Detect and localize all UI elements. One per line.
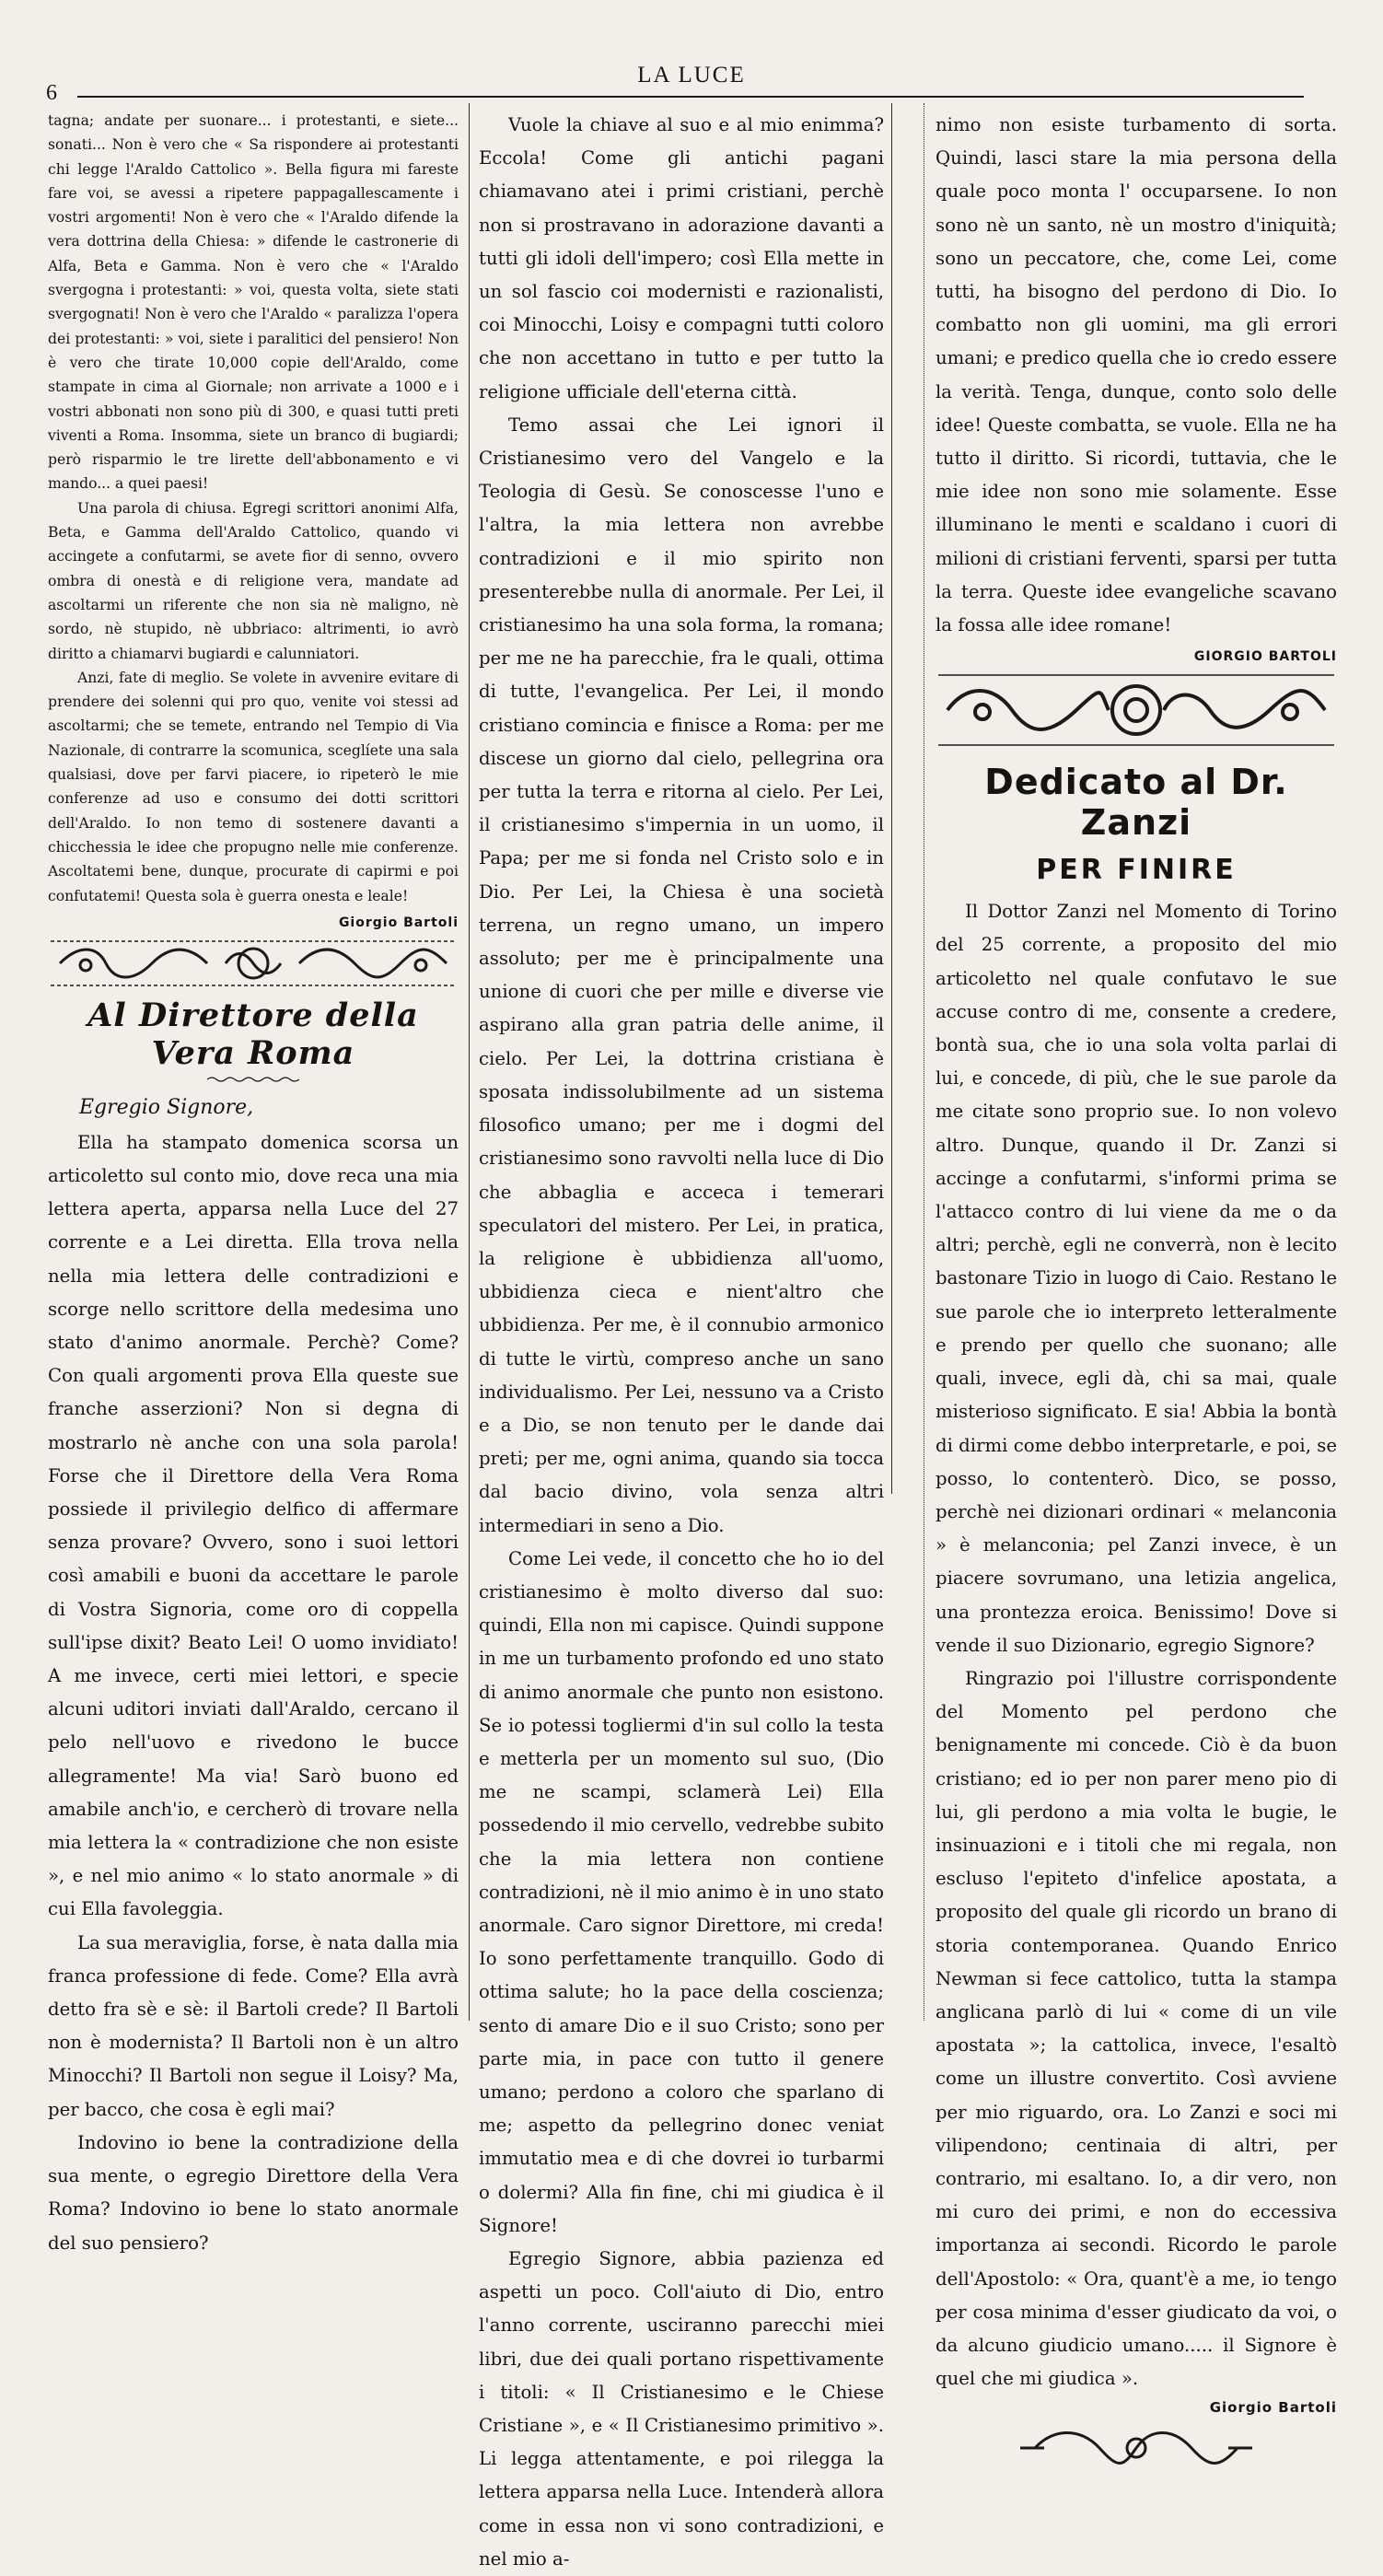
column-divider [469,103,470,2021]
paragraph: Ella ha stampato domenica scorsa un articoletto sul conto mio, dove reca una mia lettera aperta, apparsa nella Luce del 27 corrente e a Lei diretta. Ella trova nella nella mia lettera delle contradizioni e scorge nello scrittore della medesima uno stato d'animo anormale. Perchè? Come? Con quali argomenti prova Ella queste sue franche asserzioni? Non si degna di mostrarlo nè anche con una sola parola! Forse che il Direttore della Vera Roma possiede il privilegio delfico di affermare senza provare? Ovvero, sono i suoi lettori così amabili e buoni da accettare le parole di Vostra Signoria, come oro di coppella sull'ipse dixit? Beato Lei! O uomo invidiato! A me invece, certi miei lettori, e specie alcuni uditori inviati dall'Araldo, cercano il pelo nell'uovo e rivedono le bucce allegramente! Ma via! Sarò buono ed amabile anch'io, e cercherò di trovare nella mia lettera la « contradizione che non esiste », e nel mio animo « lo stato anormale » di cui Ella favoleggia. [48,1131,459,1920]
paragraph: Come Lei vede, il concetto che ho io del cristianesimo è molto diverso dal suo: quindi, Ella non mi capisce. Quindi suppone in me un turbamento profondo ed uno stato di animo anormale che punto non esistono. Se io potessi togliermi d'in sul collo la testa e metterla per un momento sul suo, (Dio me ne scampi, sclamerà Lei) Ella possedendo il mio cervello, vedrebbe subito che la mia lettera non contiene contradizioni, nè il mio animo è in uno stato anormale. Caro signor Direttore, mi creda! Io sono perfettamente tranquillo. Godo di ottima salute; ho la pace della coscienza; sento di amare Dio e il suo Cristo; sono per parte mia, in pace con tutto il genere umano; perdono a coloro che sparlano di me; aspetto da pellegrino donec veniat immutatio mea e di che dovrei io turbarmi o dolermi? Alla fin fine, chi mi giudica è il Signore! [479,1547,884,2236]
paragraph: Una parola di chiusa. Egregi scrittori anonimi Alfa, Beta, e Gamma dell'Araldo Cattolico, quando vi accingete a confutarmi, se avete fior di senno, ovvero ombra di onestà e di religione vera, mandate ad ascoltarmi un riferente che non sia nè maligno, nè sordo, nè stupido, nè ubbriaco: altrimenti, io avrò diritto a chiamarvi bugiardi e calunniatori. [48,499,459,662]
ornament-tailpiece-icon [1017,2423,1256,2473]
paragraph: Temo assai che Lei ignori il Cristianesimo vero del Vangelo e la Teologia di Gesù. Se conoscesse l'uno e l'altra, la mia lettera non avrebbe contradizioni e il mio spirito non presenterebbe nulla di anormale. Per Lei, il cristianesimo ha una sola forma, la romana; per me ne ha parecchie, fra le quali, ottima di tutte, l'evangelica. Per Lei, il mondo cristiano comincia e finisce a Roma: per me discese un giorno dal cielo, pellegrina ora per tutta la terra e ritorna al cielo. Per Lei, il cristianesimo s'impernia in un uomo, il Papa; per me si fonda nel Cristo solo e in Dio. Per Lei, la Chiesa è una società terrena, un regno umano, un impero assoluto; per me è principalmente una unione di cuori che per mille e diverse vie aspirano alla gran patria delle anime, il cielo. Per Lei, la dottrina cristiana è sposata indissolubilmente ad un sistema filosofico umano; per me i dogmi del cristianesimo sono ravvolti nella luce di Dio che abbaglia e acceca i temerari speculatori del mistero. Per Lei, in pratica, la religione è ubbidienza all'uomo, ubbidienza cieca e nient'altro che ubbidienza. Per me, è il connubio armonico di tutte le virtù, compreso anche un sano individualismo. Per Lei, nessuno va a Cristo e a Dio, se non tenuto per le dande dai preti; per me, ogni anima, quando sia tocca dal bacio divino, vola senza altri intermediari in seno a Dio. [479,414,884,1536]
column-1 [48,109,459,2260]
page-number: 6 [46,81,57,105]
column-divider [891,103,892,1494]
masthead-title: LA LUCE [637,63,746,87]
paragraph: Anzi, fate di meglio. Se volete in avvenire evitare di prendere dei solenni qui pro quo, venite voi stessi ad ascoltarmi; che se temete, entrando nel Tempio di Via Nazionale, di contrarre la scomunica, sceglíete una sala qualsiasi, dove per farvi piacere, io ripeterò le mie conferenze ad uso e consumo dei dotti scrittori dell'Araldo. Io non temo di sostenere davanti a chicchessia le idee che propugno nelle mie conferenze. Ascoltatemi bene, dunque, procurate di capirmi e poi confutatemi! Questa sola è guerra onesta e leale! [48,669,459,904]
article-heading: Al Direttore della Vera Roma [87,996,419,1072]
signature: GIORGIO BARTOLI [1193,649,1337,665]
paragraph: Ringrazio poi l'illustre corrispondente del Momento pel perdono che benignamente mi concede. Ciò è da buon cristiano; ed io per non parer meno pio di lui, gli perdono a mia volta le bugie, le insinuazioni e i titoli che mi regala, non escluso l'epiteto d'infelice apostata, a proposito del quale gli ricordo un brano di storia contemporanea. Quando Enrico Newman si fece cattolico, tutta la stampa anglicana parlò di lui « come di un vile apostata »; la cattolica, invece, l'esaltò come un illustre convertito. Così avviene per mio riguardo, ora. Lo Zanzi e soci mi vilipendono; centinaia di altri, per contrario, mi esaltano. Io, a dir vero, non mi curo dei primi, e non do eccessiva importanza ai secondi. Ricordo le parole dell'Apostolo: « Ora, quant'è a me, io tengo per cosa minima d'esser giudicato da voi, o da alcuno giudicio umano..... il Signore è quel che mi giudica ». [936,1667,1337,2390]
signature: Giorgio Bartoli [1209,2399,1337,2417]
greeting: Egregio Signore, [79,1095,254,1119]
signature: Giorgio Bartoli [338,915,459,930]
ornament-divider-icon [51,938,456,989]
ornament-divider-icon [938,671,1334,749]
article-heading: Dedicato al Dr. Zanzi [984,762,1288,844]
column-3 [936,109,1337,2480]
article-subheading: PER FINIRE [1036,854,1237,887]
paragraph: Indovino io bene la contradizione della sua mente, o egregio Direttore della Vera Roma? Indovino io bene lo stato anormale del suo pensiero? [48,2131,459,2254]
paragraph: Egregio Signore, abbia pazienza ed aspetti un poco. Coll'aiuto di Dio, entro l'anno corrente, usciranno parecchi miei libri, due dei quali portano rispettivamente i titoli: « Il Cristianesimo e le Chiese Cristiane », e « Il Cristianesimo primitivo ». Li legga attentamente, e poi rilegga la lettera apparsa nella Luce. Intenderà allora come in essa non vi sono contradizioni, e nel mio a- [479,2248,884,2570]
paragraph: La sua meraviglia, forse, è nata dalla mia franca professione di fede. Come? Ella avrà detto fra sè e sè: il Bartoli crede? Il Bartoli non è modernista? Il Bartoli non è un altro Minocchi? Il Bartoli non segue il Loisy? Ma, per bacco, che cosa è egli mai? [48,1931,459,2120]
wavy-underline-icon [207,1076,299,1083]
paragraph: nimo non esiste turbamento di sorta. Quindi, lasci stare la mia persona della quale poco monta l' occuparsene. Io non sono nè un santo, nè un mostro d'iniquità; sono un peccatore, che, come Lei, come tutti, ha bisogno del perdono di Dio. Io combatto non gli uomini, ma gli errori umani; e predico quella che io credo essere la verità. Tenga, dunque, conto solo delle idee! Queste combatta, se vuole. Ella ne ha tutto il diritto. Si ricordi, tuttavia, che le mie idee non sono mie solamente. Esse illuminano le menti e scaldano i cuori di milioni di cristiani ferventi, sparsi per tutta la terra. Queste idee evangeliche scavano la fossa alle idee romane! [936,114,1337,636]
paragraph: tagna; andate per suonare... i protestanti, e siete... sonati... Non è vero che « Sa rispondere ai protestanti chi legge l'Araldo Cattolico ». Bella figura mi fareste fare voi, se avessi a ripetere pappagallescamente i vostri argomenti! Non è vero che « l'Araldo difende la vera dottrina della Chiesa: » difende le castronerie di Alfa, Beta e Gamma. Non è vero che « l'Araldo svergogna i protestanti: » voi, questa volta, siete stati svergognati! Non è vero che l'Araldo « paralizza l'opera dei protestanti: » voi, siete i paralitici del pensiero! Non è vero che tirate 10,000 copie dell'Araldo, come stampate in cima al Giornale; non arrivate a 1000 e i vostri abbonati non sono più di 300, e quasi tutti preti viventi a Roma. Insomma, siete un branco di bugiardi; però risparmio le tre lirette dell'abbonamento e vi mando... a quei paesi! [48,112,459,493]
column-2 [479,109,884,2576]
paragraph: Il Dottor Zanzi nel Momento di Torino del 25 corrente, a proposito del mio articoletto nel quale confutavo le sue accuse contro di me, consente a credere, bontà sua, che io una sola volta parlai di lui, e concede, di più, che le sue parole da me citate sono proprio sue. Io non volevo altro. Dunque, quando il Dr. Zanzi si accinge a confutarmi, s'informi prima se l'attacco contro di lui viene da me o da altri; perchè, egli ne converrà, non è lecito bastonare Tizio in luogo di Caio. Restano le sue parole che io interpreto letteralmente e prendo per quello che suonano; alle quali, invece, egli dà, chi sa mai, quale misterioso significato. E sia! Abbia la bontà di dirmi come debbo interpretarle, e poi, se posso, lo contenterò. Dico, se posso, perchè nei dizionari ordinari « melanconia » è melanconia; pel Zanzi invece, è un piacere sovrumano, una letizia angelica, una prontezza eroica. Benissimo! Dove si vende il suo Dizionario, egregio Signore? [936,901,1337,1656]
header-rule [77,96,1304,98]
paragraph: Vuole la chiave al suo e al mio enimma? Eccola! Come gli antichi pagani chiamavano atei i primi cristiani, perchè non si prostravano in adorazione davanti a tutti gli idoli dell'impero; così Ella mette in un sol fascio coi modernisti e razionalisti, coi Minocchi, Loisy e compagni tutti coloro che non accettano in tutto e per tutto la religione ufficiale dell'eterna città. [479,114,884,402]
